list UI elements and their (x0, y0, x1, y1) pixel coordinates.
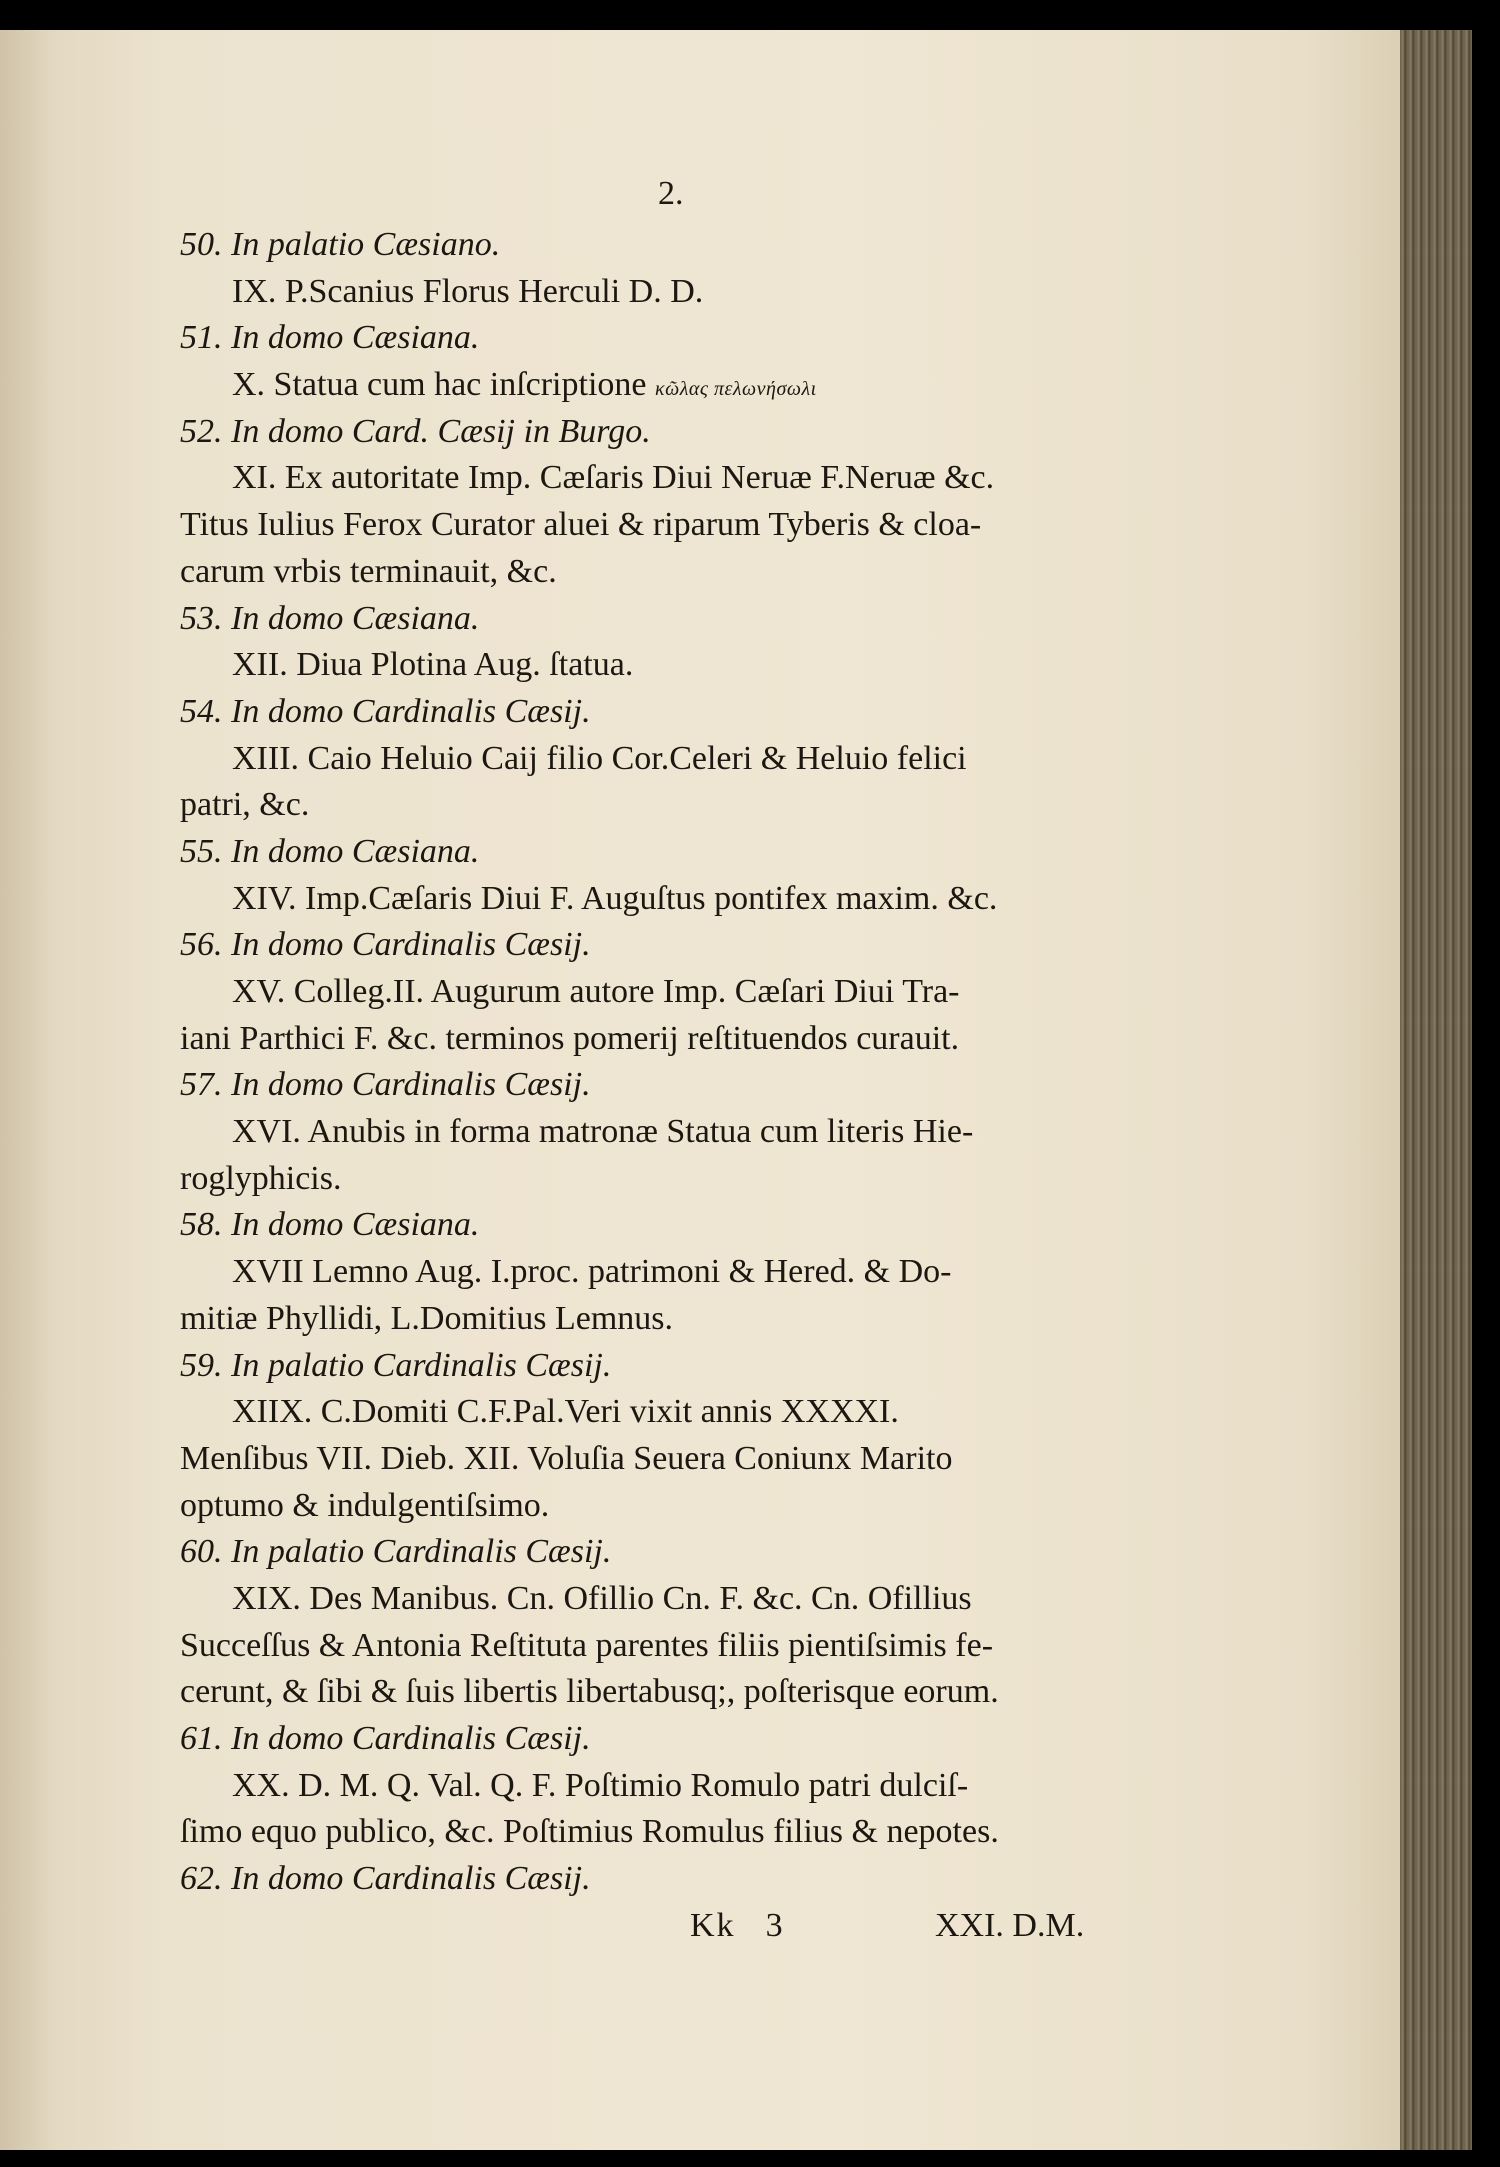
inscription-line (180, 362, 1180, 409)
line-text: XII. Diua Plotina Aug. ſtatua. (232, 646, 634, 684)
location-heading (180, 1856, 1180, 1903)
line-text: cerunt, & ſibi & ſuis libertis libertabusq;, poſterisque eorum. (180, 1673, 999, 1711)
line-text: XIIX. C.Domiti C.F.Pal.Veri vixit annis XXXXI. (232, 1393, 899, 1431)
inscription-line (180, 1669, 1180, 1716)
inscription-line (180, 1763, 1180, 1810)
inscription-line (180, 1809, 1180, 1856)
line-text: 58. In domo Cæsiana. (180, 1206, 480, 1244)
text-block (180, 222, 1180, 1903)
line-text: 62. In domo Cardinalis Cæsij. (180, 1860, 591, 1898)
line-text: X. Statua cum hac inſcriptione (232, 366, 647, 404)
location-heading (180, 1343, 1180, 1390)
location-heading (180, 1716, 1180, 1763)
line-text: iani Parthici F. &c. terminos pomerij reſtituendos curauit. (180, 1019, 960, 1057)
signature-mark (690, 1907, 785, 1945)
inscription-line (180, 1436, 1180, 1483)
location-heading (180, 922, 1180, 969)
inscription-line (180, 549, 1180, 596)
line-text: 50. In palatio Cæsiano. (180, 226, 501, 263)
inscription-line (180, 1576, 1180, 1623)
location-heading (180, 1202, 1180, 1249)
line-text: 53. In domo Cæsiana. (180, 599, 480, 637)
line-text: Menſibus VII. Dieb. XII. Voluſia Seuera Coniunx Marito (180, 1439, 953, 1477)
line-text: XX. D. M. Q. Val. Q. F. Poſtimio Romulo patri dulciſ- (232, 1766, 969, 1804)
location-heading (180, 1062, 1180, 1109)
inscription-line (180, 455, 1180, 502)
page-edges (1400, 30, 1472, 2150)
line-text: 60. In palatio Cardinalis Cæsij. (180, 1533, 612, 1571)
line-text: 55. In domo Cæsiana. (180, 832, 480, 870)
line-text: 54. In domo Cardinalis Cæsij. (180, 692, 591, 730)
location-heading (180, 829, 1180, 876)
inscription-line (180, 969, 1180, 1016)
line-text: XVII Lemno Aug. I.proc. patrimoni & Hered. & Do- (232, 1253, 952, 1291)
greek-text: κῶλας πελωνήσωλι (655, 378, 817, 401)
line-text: Succeſſus & Antonia Reſtituta parentes filiis pientiſsimis fe- (180, 1626, 994, 1664)
inscription-line (180, 1296, 1180, 1343)
signature-number: 3 (765, 1907, 785, 1944)
inscription-line (180, 502, 1180, 549)
inscription-line (180, 1389, 1180, 1436)
inscription-line (180, 1623, 1180, 1670)
inscription-line (180, 1109, 1180, 1156)
line-text: XVI. Anubis in forma matronæ Statua cum literis Hie- (232, 1113, 974, 1151)
inscription-line (180, 1156, 1180, 1203)
location-heading (180, 596, 1180, 643)
line-text: XI. Ex autoritate Imp. Cæſaris Diui Neruæ F.Neruæ &c. (232, 459, 995, 497)
line-text: patri, &c. (180, 786, 310, 824)
inscription-line (180, 642, 1180, 689)
folio-number: 2. (658, 175, 684, 212)
line-text: XIII. Caio Heluio Caij filio Cor.Celeri & Heluio felici (232, 739, 967, 777)
line-text: optumo & indulgentiſsimo. (180, 1486, 550, 1524)
inscription-line (180, 269, 1180, 316)
page-footer (180, 1907, 1180, 1953)
line-text: carum vrbis terminauit, &c. (180, 552, 557, 590)
catchword: XXI. D.M. (935, 1907, 1085, 1944)
line-text: 52. In domo Card. Cæsij in Burgo. (180, 412, 651, 450)
inscription-line (180, 1483, 1180, 1530)
line-text: 59. In palatio Cardinalis Cæsij. (180, 1346, 612, 1384)
line-text: roglyphicis. (180, 1159, 342, 1197)
inscription-line (180, 1249, 1180, 1296)
inscription-line (180, 736, 1180, 783)
line-text: 57. In domo Cardinalis Cæsij. (180, 1066, 591, 1104)
inscription-line (180, 876, 1180, 923)
inscription-line (180, 1016, 1180, 1063)
location-heading (180, 689, 1180, 736)
line-text: 51. In domo Cæsiana. (180, 319, 480, 357)
location-heading (180, 409, 1180, 456)
line-text: XV. Colleg.II. Augurum autore Imp. Cæſari Diui Tra- (232, 973, 960, 1010)
location-heading (180, 315, 1180, 362)
location-heading (180, 222, 1180, 269)
line-text: XIX. Des Manibus. Cn. Ofillio Cn. F. &c. Cn. Ofillius (232, 1579, 972, 1617)
location-heading (180, 1529, 1180, 1576)
line-text: IX. P.Scanius Florus Herculi D. D. (232, 272, 704, 310)
signature-letters: Kk (690, 1907, 736, 1944)
line-text: 61. In domo Cardinalis Cæsij. (180, 1720, 591, 1757)
inscription-line (180, 782, 1180, 829)
line-text: ſimo equo publico, &c. Poſtimius Romulus filius & nepotes. (180, 1813, 999, 1851)
line-text: Titus Iulius Ferox Curator aluei & riparum Tyberis & cloa- (180, 506, 982, 544)
line-text: XIV. Imp.Cæſaris Diui F. Auguſtus pontifex maxim. &c. (232, 879, 998, 917)
line-text: 56. In domo Cardinalis Cæsij. (180, 926, 591, 964)
line-text: mitiæ Phyllidi, L.Domitius Lemnus. (180, 1299, 674, 1337)
